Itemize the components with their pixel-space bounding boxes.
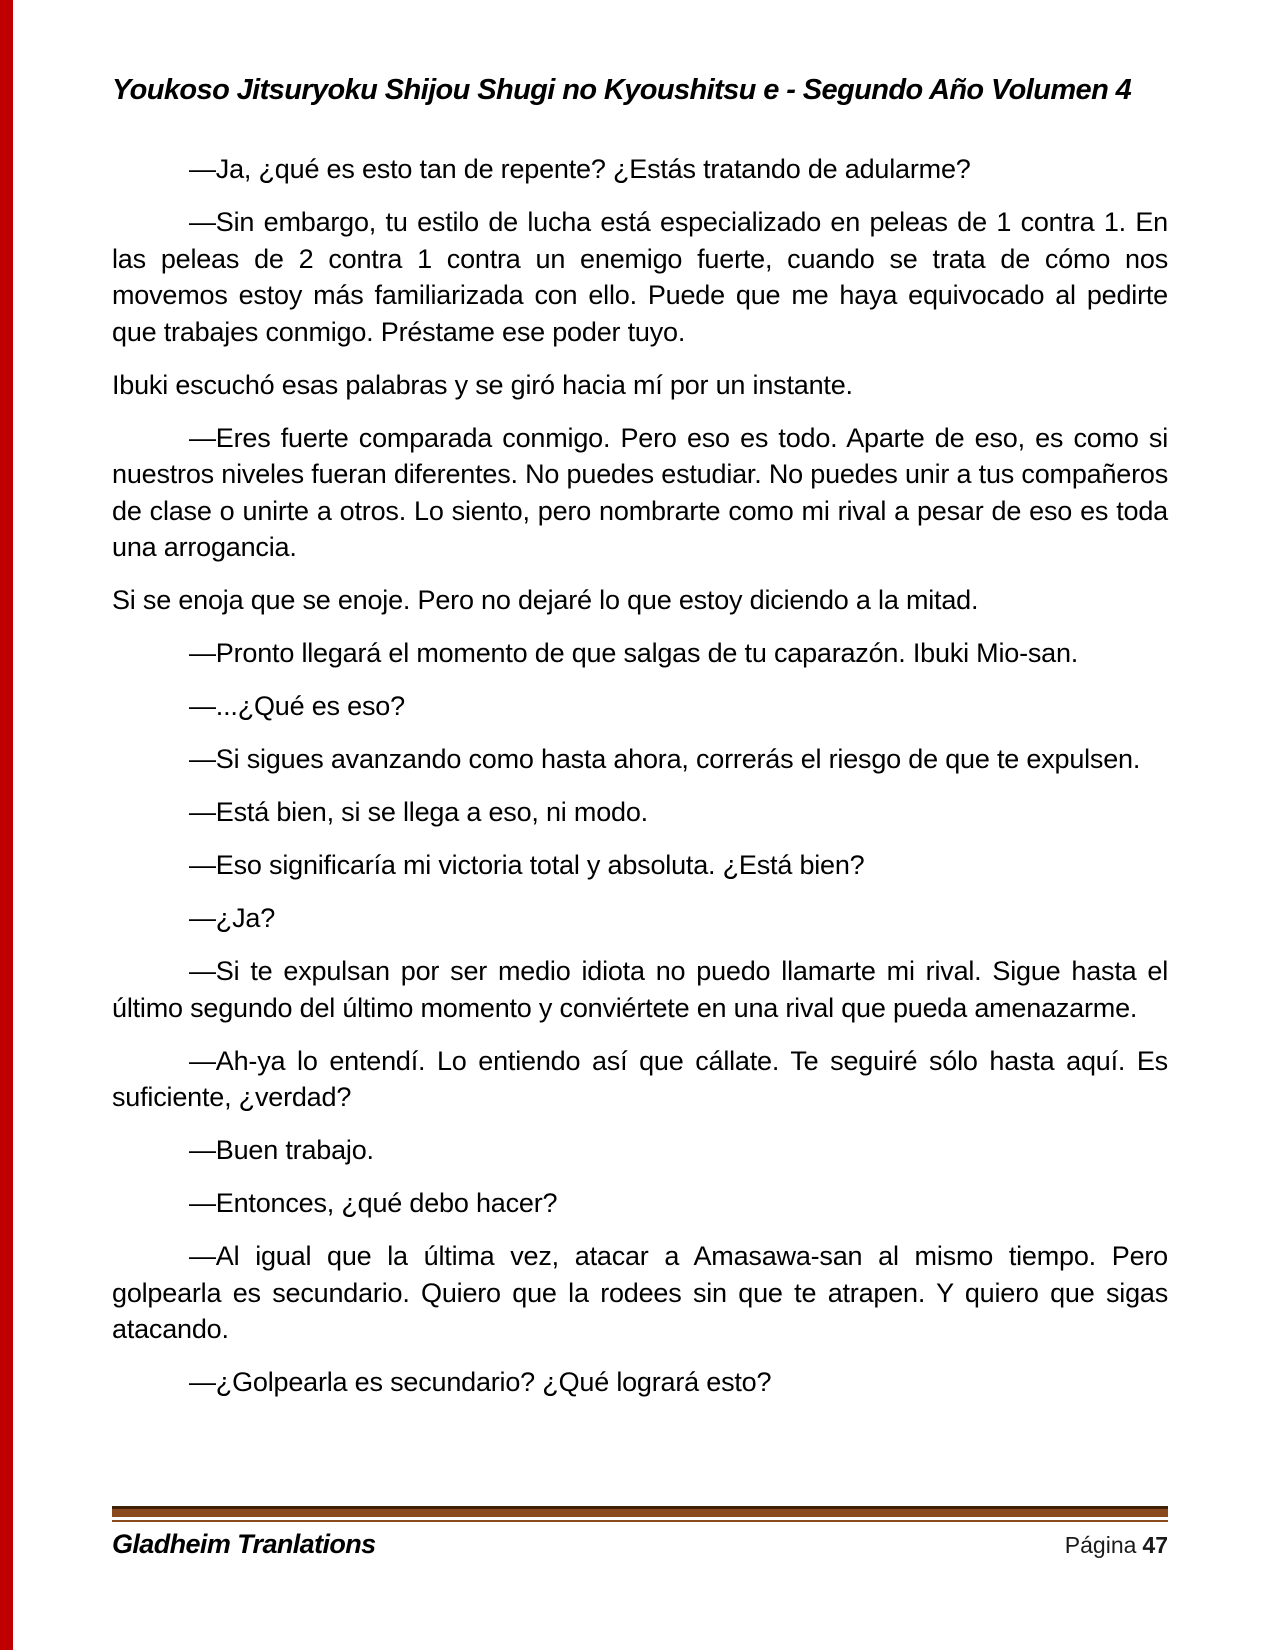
- running-header-title: Youkoso Jitsuryoku Shijou Shugi no Kyoushitsu e - Segundo Año Volumen 4: [112, 74, 1132, 106]
- paragraph: —Ja, ¿qué es esto tan de repente? ¿Estás tratando de adularme?: [189, 154, 971, 184]
- page-number-label: Página: [1064, 1532, 1137, 1558]
- paragraph: —Si sigues avanzando como hasta ahora, correrás el riesgo de que te expulsen.: [189, 744, 1141, 774]
- paragraph: —...¿Qué es eso?: [189, 691, 405, 721]
- footer-rule: [112, 1506, 1168, 1522]
- paragraph: —¿Ja?: [189, 903, 276, 933]
- footer-rule-thick-line: [112, 1506, 1168, 1517]
- paragraph: —Buen trabajo.: [189, 1135, 374, 1165]
- paragraph: —Pronto llegará el momento de que salgas de tu caparazón. Ibuki Mio-san.: [189, 638, 1079, 668]
- page-footer: [112, 1506, 1168, 1560]
- paragraph: Ibuki escuchó esas palabras y se giró hacia mí por un instante.: [112, 369, 853, 400]
- page-number: [1065, 1532, 1168, 1559]
- paragraph: —¿Golpearla es secundario? ¿Qué logrará esto?: [189, 1367, 772, 1397]
- footer-rule-thin-line: [112, 1520, 1168, 1522]
- paragraph: —Sin embargo, tu estilo de lucha está especializado en peleas de 1 contra 1. En las peleas de 2 contra 1 contra un enemigo fuerte, cuando se trata de cómo nos movemos estoy más familiarizada con ello. Puede que me haya equivocado al pedirte que trabajes conmigo. Préstame ese poder tuyo.: [112, 207, 1168, 347]
- translator-credit: Gladheim Tranlations: [112, 1529, 376, 1559]
- left-edge-accent-bar: [0, 0, 13, 1650]
- paragraph: —Eres fuerte comparada conmigo. Pero eso es todo. Aparte de eso, es como si nuestros niveles fueran diferentes. No puedes estudiar. No puedes unir a tus compañeros de clase o unirte a otros. Lo siento, pero nombrarte como mi rival a pesar de eso es toda una arrogancia.: [112, 422, 1168, 562]
- body-text: [112, 151, 1168, 1401]
- paragraph: —Ah-ya lo entendí. Lo entiendo así que cállate. Te seguiré sólo hasta aquí. Es suficiente, ¿verdad?: [112, 1045, 1168, 1112]
- page-number-value: 47: [1142, 1532, 1168, 1558]
- paragraph: —Eso significaría mi victoria total y absoluta. ¿Está bien?: [189, 850, 865, 880]
- document-page: [112, 0, 1168, 1417]
- paragraph: —Entonces, ¿qué debo hacer?: [189, 1188, 558, 1218]
- paragraph: —Al igual que la última vez, atacar a Amasawa-san al mismo tiempo. Pero golpearla es secundario. Quiero que la rodees sin que te atrapen. Y quiero que sigas atacando.: [112, 1241, 1168, 1344]
- paragraph: —Si te expulsan por ser medio idiota no puedo llamarte mi rival. Sigue hasta el último segundo del último momento y conviértete en una rival que pueda amenazarme.: [112, 956, 1168, 1023]
- paragraph: Si se enoja que se enoje. Pero no dejaré lo que estoy diciendo a la mitad.: [112, 585, 979, 615]
- paragraph: —Está bien, si se llega a eso, ni modo.: [189, 797, 648, 827]
